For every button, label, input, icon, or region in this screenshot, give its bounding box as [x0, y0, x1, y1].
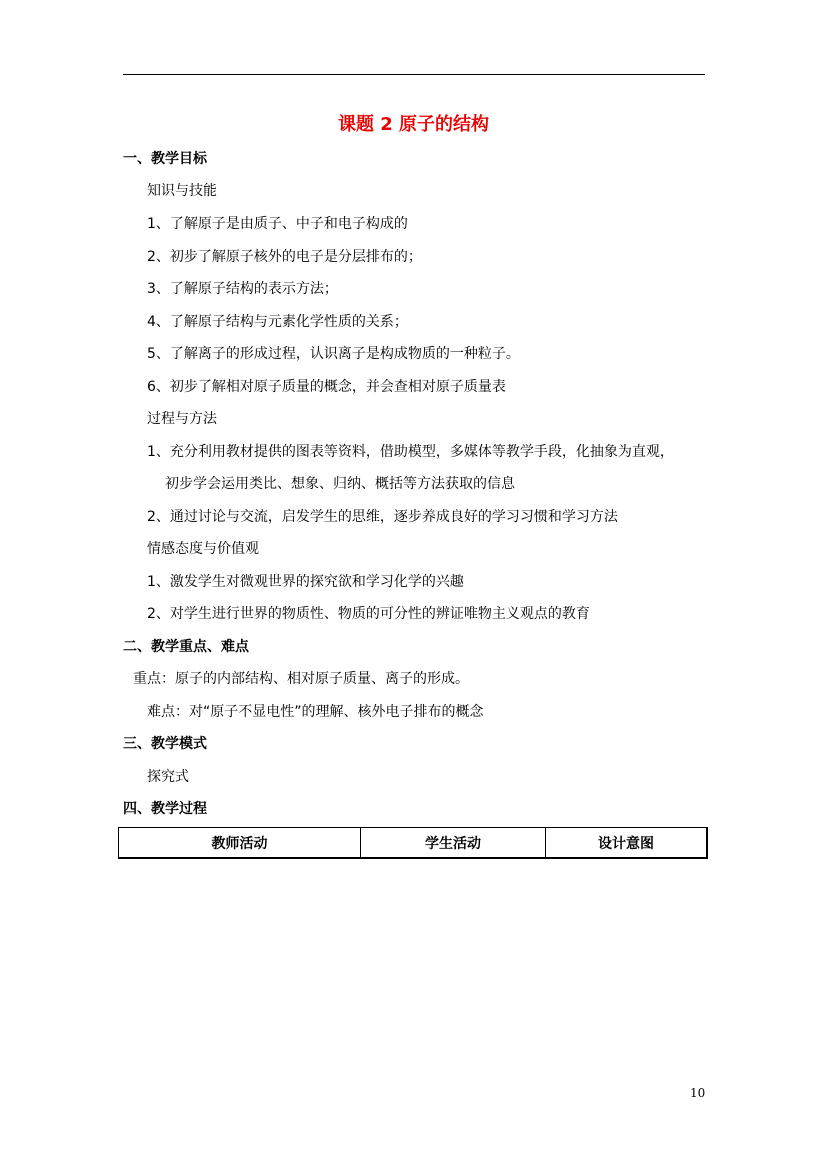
subheading-emotion-values: 情感态度与价值观	[147, 541, 259, 557]
objective-item: 1、了解原子是由质子、中子和电子构成的	[147, 216, 408, 232]
document-title: 课题 2 原子的结构	[337, 114, 490, 135]
process-item: 1、充分利用教材提供的图表等资料，借助模型，多媒体等教学手段，化抽象为直观，	[147, 444, 674, 460]
objective-item: 3、了解原子结构的表示方法；	[147, 281, 338, 297]
teaching-mode-text: 探究式	[147, 769, 189, 785]
process-item: 2、通过讨论与交流，启发学生的思维，逐步养成良好的学习习惯和学习方法	[147, 509, 618, 525]
header-rule	[123, 74, 705, 75]
section-heading-key-points: 二、教学重点、难点	[123, 639, 249, 655]
difficulty-text: 难点：对“原子不显电性”的理解、核外电子排布的概念	[147, 704, 484, 720]
objective-item: 6、初步了解相对原子质量的概念，并会查相对原子质量表	[147, 379, 506, 395]
emotion-item: 1、激发学生对微观世界的探究欲和学习化学的兴趣	[147, 574, 464, 590]
emotion-item: 2、对学生进行世界的物质性、物质的可分性的辨证唯物主义观点的教育	[147, 606, 590, 622]
key-point-text: 重点：原子的内部结构、相对原子质量、离子的形成。	[133, 671, 469, 687]
subheading-process-method: 过程与方法	[147, 411, 217, 427]
table-header-design-intent: 设计意图	[598, 835, 654, 852]
objective-item: 5、了解离子的形成过程，认识离子是构成物质的一种粒子。	[147, 346, 520, 362]
table-header-teacher-activity: 教师活动	[119, 828, 361, 857]
section-heading-teaching-mode: 三、教学模式	[123, 736, 207, 752]
section-heading-objectives: 一、教学目标	[123, 151, 207, 167]
teaching-process-table	[118, 827, 708, 859]
subheading-knowledge-skills: 知识与技能	[147, 183, 217, 199]
objective-item: 2、初步了解原子核外的电子是分层排布的；	[147, 249, 422, 265]
page-number: 10	[690, 1086, 706, 1100]
table-header-student-activity: 学生活动	[361, 828, 546, 857]
objective-item: 4、了解原子结构与元素化学性质的关系；	[147, 314, 408, 330]
process-item-continuation: 初步学会运用类比、想象、归纳、概括等方法获取的信息	[165, 476, 515, 492]
section-heading-teaching-process: 四、教学过程	[123, 801, 207, 817]
